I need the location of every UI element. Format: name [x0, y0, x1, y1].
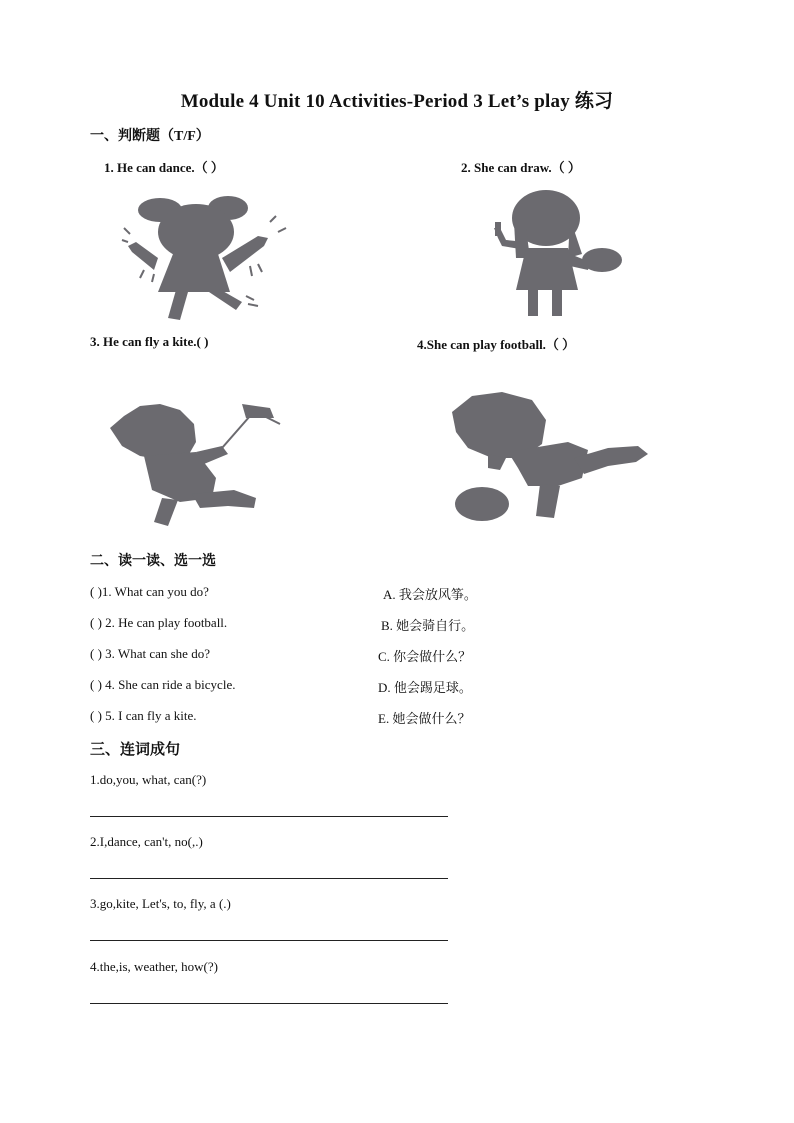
word-order-item-1: 1.do,you, what, can(?): [90, 772, 207, 787]
answer-line-3: [90, 940, 448, 941]
match-question-3: ( ) 3. What can she do?: [90, 646, 210, 661]
kite-boy-image: [104, 394, 288, 532]
answer-line-2: [90, 878, 448, 879]
match-answer-a: A. 我会放风筝。: [383, 587, 477, 602]
match-answer-b: B. 她会骑自行。: [381, 618, 475, 633]
tf-question-4: 4.She can play football.（ ）: [417, 337, 576, 352]
word-order-item-4: 4.the,is, weather, how(?): [90, 959, 218, 974]
tf-question-3: 3. He can fly a kite.( ): [90, 334, 209, 349]
section1-heading: 一、判断题（T/F）: [90, 129, 210, 144]
answer-line-4: [90, 1003, 448, 1004]
football-boy-image: [448, 388, 652, 528]
tf-question-1: 1. He can dance.（ ）: [104, 160, 224, 175]
match-question-4: ( ) 4. She can ride a bicycle.: [90, 677, 236, 692]
match-question-2: ( ) 2. He can play football.: [90, 615, 228, 630]
section3-heading: 三、连词成句: [90, 742, 181, 758]
section2-heading: 二、读一读、选一选: [90, 554, 216, 569]
match-answer-c: C. 你会做什么？: [378, 649, 472, 664]
match-answer-d: D. 他会踢足球。: [378, 680, 472, 695]
match-question-1: ( )1. What can you do?: [90, 584, 209, 599]
dancing-girl-image: [118, 192, 313, 327]
answer-line-1: [90, 816, 448, 817]
tf-question-2: 2. She can draw.（ ）: [461, 160, 581, 175]
word-order-item-3: 3.go,kite, Let's, to, fly, a (.): [90, 896, 231, 911]
match-question-5: ( ) 5. I can fly a kite.: [90, 708, 197, 723]
word-order-item-2: 2.I,dance, can't, no(,.): [90, 834, 203, 849]
page-title: Module 4 Unit 10 Activities-Period 3 Let’s play 练习: [180, 91, 614, 112]
drawing-girl-image: [486, 188, 626, 320]
match-answer-e: E. 她会做什么？: [378, 711, 471, 726]
